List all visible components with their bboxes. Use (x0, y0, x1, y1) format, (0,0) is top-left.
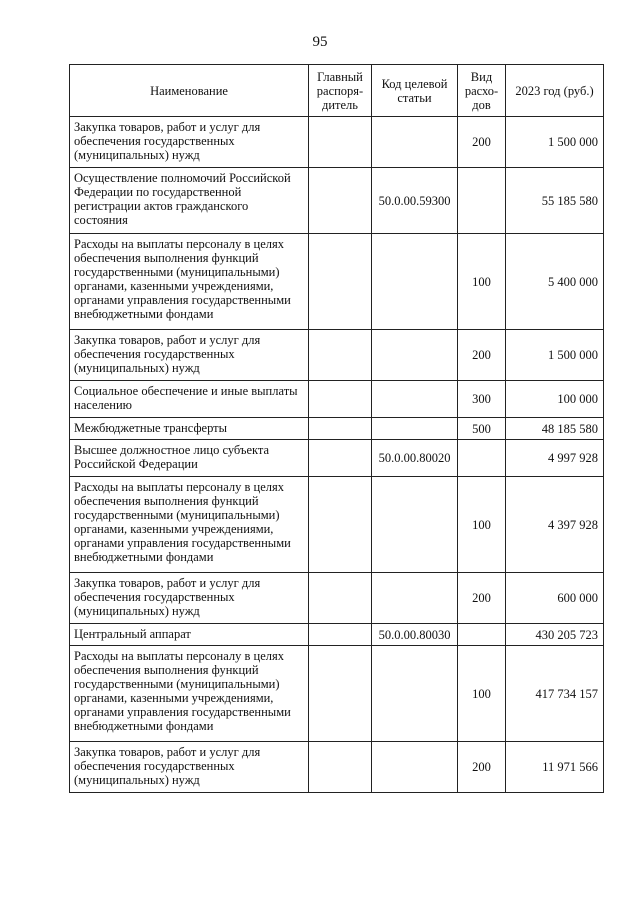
table-row (70, 742, 604, 793)
row-manager-cell (309, 234, 372, 330)
table-row (70, 117, 604, 168)
table-body (70, 117, 604, 793)
row-manager-cell (309, 440, 372, 477)
table-row (70, 624, 604, 646)
row-expense-type-cell: 500 (458, 418, 506, 440)
table-row (70, 573, 604, 624)
row-name-cell: Расходы на выплаты персоналу в целях обеспечения выполнения функций государственными (муниципальными) органами, казенными учреждениями, органами управления государственными внебюджетными фондами (70, 646, 309, 742)
row-name-cell: Центральный аппарат (70, 624, 309, 646)
row-target-code-cell (372, 234, 458, 330)
row-manager-cell (309, 477, 372, 573)
table-row (70, 330, 604, 381)
row-expense-type-cell (458, 168, 506, 234)
row-target-code-cell (372, 330, 458, 381)
row-target-code-cell: 50.0.00.59300 (372, 168, 458, 234)
row-amount-cell: 1 500 000 (506, 330, 604, 381)
row-expense-type-cell: 200 (458, 742, 506, 793)
row-amount-cell: 4 997 928 (506, 440, 604, 477)
row-target-code-cell: 50.0.00.80030 (372, 624, 458, 646)
row-amount-cell: 5 400 000 (506, 234, 604, 330)
row-manager-cell (309, 381, 372, 418)
row-amount-cell: 48 185 580 (506, 418, 604, 440)
table-row (70, 477, 604, 573)
row-name-cell: Закупка товаров, работ и услуг для обеспечения государственных (муниципальных) нужд (70, 573, 309, 624)
row-expense-type-cell: 100 (458, 646, 506, 742)
row-expense-type-cell: 200 (458, 117, 506, 168)
row-expense-type-cell: 100 (458, 234, 506, 330)
row-manager-cell (309, 742, 372, 793)
header-expense-type: Вид расхо-дов (458, 65, 506, 117)
row-manager-cell (309, 418, 372, 440)
row-target-code-cell: 50.0.00.80020 (372, 440, 458, 477)
row-amount-cell: 100 000 (506, 381, 604, 418)
row-name-cell: Осуществление полномочий Российской Федерации по государственной регистрации актов гражданского состояния (70, 168, 309, 234)
row-expense-type-cell (458, 624, 506, 646)
row-manager-cell (309, 117, 372, 168)
row-target-code-cell (372, 646, 458, 742)
header-amount: 2023 год (руб.) (506, 65, 604, 117)
row-expense-type-cell: 200 (458, 330, 506, 381)
row-manager-cell (309, 573, 372, 624)
row-name-cell: Межбюджетные трансферты (70, 418, 309, 440)
row-expense-type-cell: 100 (458, 477, 506, 573)
row-amount-cell: 55 185 580 (506, 168, 604, 234)
page-number: 95 (312, 34, 328, 50)
table-row (70, 646, 604, 742)
row-manager-cell (309, 624, 372, 646)
header-target-code: Код целевой статьи (372, 65, 458, 117)
row-target-code-cell (372, 477, 458, 573)
row-expense-type-cell (458, 440, 506, 477)
row-name-cell: Закупка товаров, работ и услуг для обеспечения государственных (муниципальных) нужд (70, 117, 309, 168)
row-name-cell: Расходы на выплаты персоналу в целях обеспечения выполнения функций государственными (муниципальными) органами, казенными учреждениями, органами управления государственными внебюджетными фондами (70, 477, 309, 573)
row-target-code-cell (372, 418, 458, 440)
row-target-code-cell (372, 573, 458, 624)
budget-table (69, 64, 604, 793)
row-amount-cell: 600 000 (506, 573, 604, 624)
row-amount-cell: 1 500 000 (506, 117, 604, 168)
row-name-cell: Высшее должностное лицо субъекта Российской Федерации (70, 440, 309, 477)
row-target-code-cell (372, 742, 458, 793)
row-expense-type-cell: 200 (458, 573, 506, 624)
row-amount-cell: 4 397 928 (506, 477, 604, 573)
table-row (70, 234, 604, 330)
table-row (70, 418, 604, 440)
row-amount-cell: 11 971 566 (506, 742, 604, 793)
row-manager-cell (309, 646, 372, 742)
row-target-code-cell (372, 117, 458, 168)
row-manager-cell (309, 168, 372, 234)
row-amount-cell: 417 734 157 (506, 646, 604, 742)
row-name-cell: Закупка товаров, работ и услуг для обеспечения государственных (муниципальных) нужд (70, 330, 309, 381)
table-row (70, 381, 604, 418)
table-header-row (70, 65, 604, 117)
row-amount-cell: 430 205 723 (506, 624, 604, 646)
header-name: Наименование (70, 65, 309, 117)
row-target-code-cell (372, 381, 458, 418)
row-expense-type-cell: 300 (458, 381, 506, 418)
table-row (70, 168, 604, 234)
row-name-cell: Расходы на выплаты персоналу в целях обеспечения выполнения функций государственными (муниципальными) органами, казенными учреждениями, органами управления государственными внебюджетными фондами (70, 234, 309, 330)
row-manager-cell (309, 330, 372, 381)
table-row (70, 440, 604, 477)
header-manager: Главный распоря-дитель (309, 65, 372, 117)
row-name-cell: Закупка товаров, работ и услуг для обеспечения государственных (муниципальных) нужд (70, 742, 309, 793)
row-name-cell: Социальное обеспечение и иные выплаты населению (70, 381, 309, 418)
